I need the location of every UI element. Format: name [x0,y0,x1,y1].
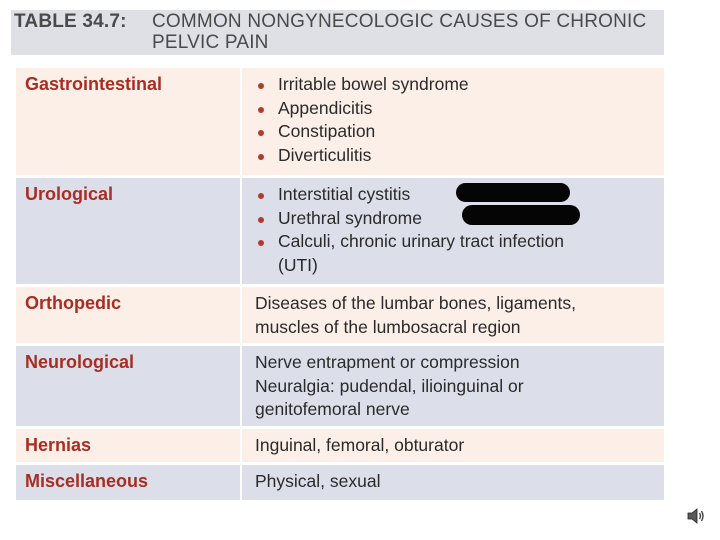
table-row-gastrointestinal [16,68,664,178]
category-items [242,429,664,462]
text-line: Inguinal, femoral, obturator [255,435,465,455]
category-label: Gastrointestinal [16,68,242,175]
table-row-hernias [16,429,664,465]
text-line: Neuralgia: pudendal, ilioinguinal or [255,375,524,396]
category-items [242,287,664,343]
list-item-continuation: (UTI) [278,254,318,275]
causes-table [16,66,664,503]
speaker-icon[interactable] [686,506,706,526]
category-label: Miscellaneous [16,465,242,500]
table-title-band [11,10,664,55]
table-row-orthopedic [16,287,664,346]
category-label: Urological [16,178,242,284]
list-item: Calculi, chronic urinary tract infection [255,230,658,254]
text-line: Diseases of the lumbar bones, ligaments, [255,293,576,313]
list-item: Interstitial cystitis [255,183,658,207]
category-label: Neurological [16,346,242,426]
category-items [242,346,664,426]
text-line: genitofemoral nerve [255,399,410,419]
list-item: Urethral syndrome [255,207,658,231]
table-title: COMMON NONGYNECOLOGIC CAUSES OF CHRONIC PELVIC PAIN [152,11,647,53]
text-line: Nerve entrapment or compression [255,352,520,372]
redaction-mark [456,183,570,202]
redaction-mark [462,205,580,225]
table-row-miscellaneous [16,465,664,503]
text-line: muscles of the lumbosacral region [255,316,521,337]
category-label: Orthopedic [16,287,242,343]
list-item: Constipation [255,120,658,144]
list-item: Irritable bowel syndrome [255,73,658,97]
category-items [242,465,664,500]
table-label: TABLE 34.7: [14,11,127,32]
category-label: Hernias [16,429,242,462]
category-items [242,178,664,284]
list-item: Diverticulitis [255,144,658,168]
text-line: Physical, sexual [255,471,381,491]
category-items [242,68,664,175]
list-item: Appendicitis [255,97,658,121]
table-row-neurological [16,346,664,429]
